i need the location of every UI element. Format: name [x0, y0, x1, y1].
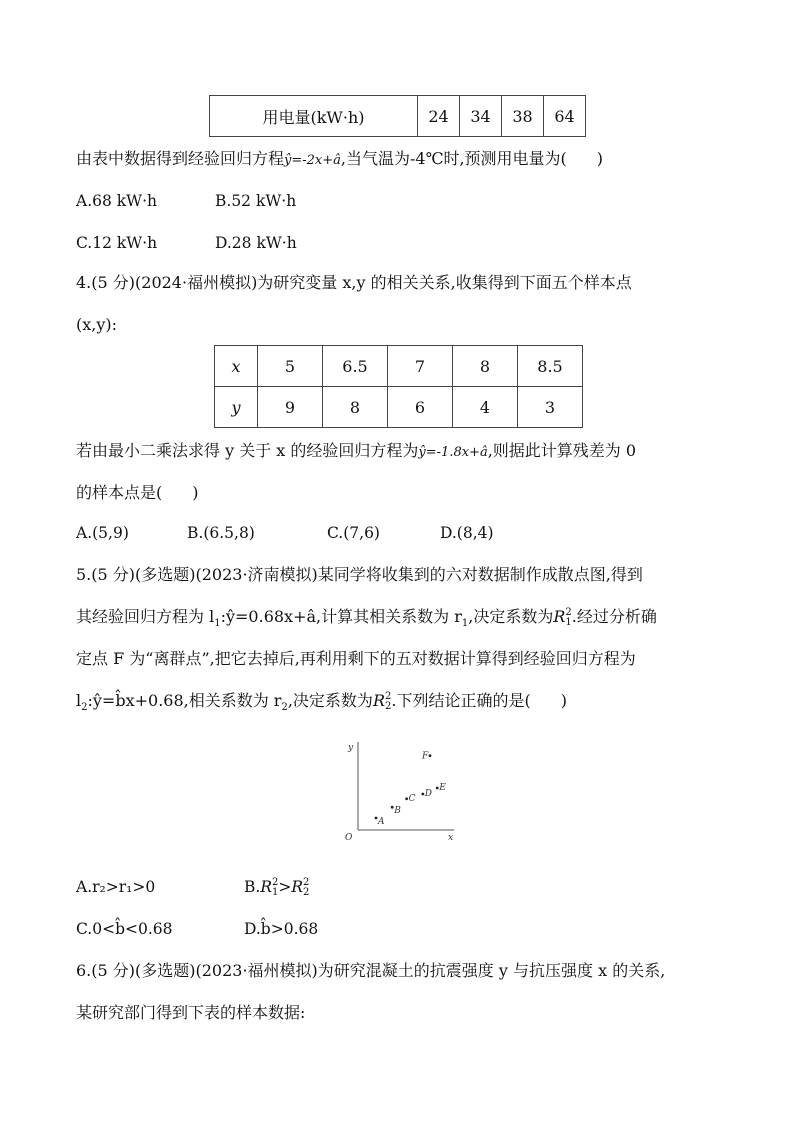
- q3-option-d: D.28 kW·h: [215, 234, 297, 252]
- q3-option-a: A.68 kW·h: [76, 192, 158, 210]
- q5-option-b: B.R 2 1 >R 2 2: [244, 877, 310, 898]
- scatter-point-b: [391, 806, 394, 809]
- table-cell: 4: [453, 387, 518, 428]
- scatter-point-f: [429, 754, 432, 757]
- q4-stem-line2: (x,y):: [76, 315, 118, 334]
- q4-stem-line4: 的样本点是( ): [76, 483, 199, 502]
- table-header-cell: 用电量(kW·h): [210, 96, 418, 137]
- scatter-point-d: [421, 793, 424, 796]
- table-cell: 6: [388, 387, 453, 428]
- scatter-label-e: E: [439, 783, 446, 793]
- x-axis-label: x: [448, 833, 454, 843]
- table-cell: 3: [518, 387, 583, 428]
- scatter-label-b: B: [394, 806, 401, 817]
- q3-option-b: B.52 kW·h: [215, 192, 297, 210]
- q4-option-d: D.(8,4): [440, 524, 494, 542]
- q3-stem: 由表中数据得到经验回归方程ŷ=-2x+â,当气温为-4℃时,预测用电量为( ): [76, 149, 604, 168]
- table-cell: 8: [453, 346, 518, 387]
- table-row-label: y: [215, 387, 258, 428]
- q5-stem-line3: 定点 F 为“离群点”,把它去掉后,再利用剩下的五对数据计算得到经验回归方程为: [76, 649, 636, 668]
- table-cell: 7: [388, 346, 453, 387]
- scatter-point-a: [375, 817, 378, 820]
- table-cell: 38: [502, 96, 544, 137]
- q5-stem-line4: $l_2:ŷ=b̂x+0.68$,相关系数为 $r_2$,决定系数为R 2 2 .下列结论正确的是( ): [76, 690, 567, 714]
- scatter-label-a: A: [378, 817, 385, 827]
- q4-stem-line1: 4.(5 分)(2024·福州模拟)为研究变量 x,y 的相关关系,收集得到下面五个样本点: [76, 273, 632, 292]
- table-cell: 6.5: [323, 346, 388, 387]
- scatter-label-d: D: [424, 789, 433, 799]
- scatter-label-c: C: [408, 793, 416, 804]
- scatter-point-e: [436, 787, 439, 790]
- table-cell: 34: [460, 96, 502, 137]
- q4-option-b: B.(6.5,8): [187, 524, 255, 542]
- table-cell: 24: [418, 96, 460, 137]
- q3-option-c: C.12 kW·h: [76, 234, 158, 252]
- scatter-label-f: F: [422, 751, 429, 762]
- scatter-figure: [336, 736, 466, 846]
- table-cell: 9: [258, 387, 323, 428]
- electricity-table: [209, 95, 586, 137]
- q5-stem-line1: 5.(5 分)(多选题)(2023·济南模拟)某同学将收集到的六对数据制作成散点图,得到: [76, 565, 643, 584]
- table-cell: 8.5: [518, 346, 583, 387]
- q5-stem-line2: 其经验回归方程为 $l_1:ŷ=0.68x+â$,计算其相关系数为 $r_1$,决定系数为R 2 1 .经过分析确: [76, 606, 657, 630]
- q5-option-a: A.r₂>r₁>0: [76, 878, 156, 896]
- q4-option-a: A.(5,9): [76, 524, 129, 542]
- origin-label: O: [345, 833, 353, 843]
- scatter-point-c: [405, 797, 408, 800]
- q5-option-c: C.0<b̂<0.68: [76, 920, 173, 938]
- q4-stem-line3: 若由最小二乘法求得 y 关于 x 的经验回归方程为ŷ=-1.8x+â,则据此计算残差为 0: [76, 441, 637, 460]
- q6-stem-line1: 6.(5 分)(多选题)(2023·福州模拟)为研究混凝土的抗震强度 y 与抗压强度 x 的关系,: [76, 961, 666, 980]
- table-row-label: x: [215, 346, 258, 387]
- y-axis-label: y: [348, 743, 354, 753]
- table-cell: 8: [323, 387, 388, 428]
- table-cell: 5: [258, 346, 323, 387]
- sample-points-table: [214, 345, 583, 428]
- q4-option-c: C.(7,6): [327, 524, 380, 542]
- q6-stem-line2: 某研究部门得到下表的样本数据:: [76, 1003, 306, 1022]
- q5-option-d: D.b̂>0.68: [244, 920, 319, 938]
- table-cell: 64: [544, 96, 586, 137]
